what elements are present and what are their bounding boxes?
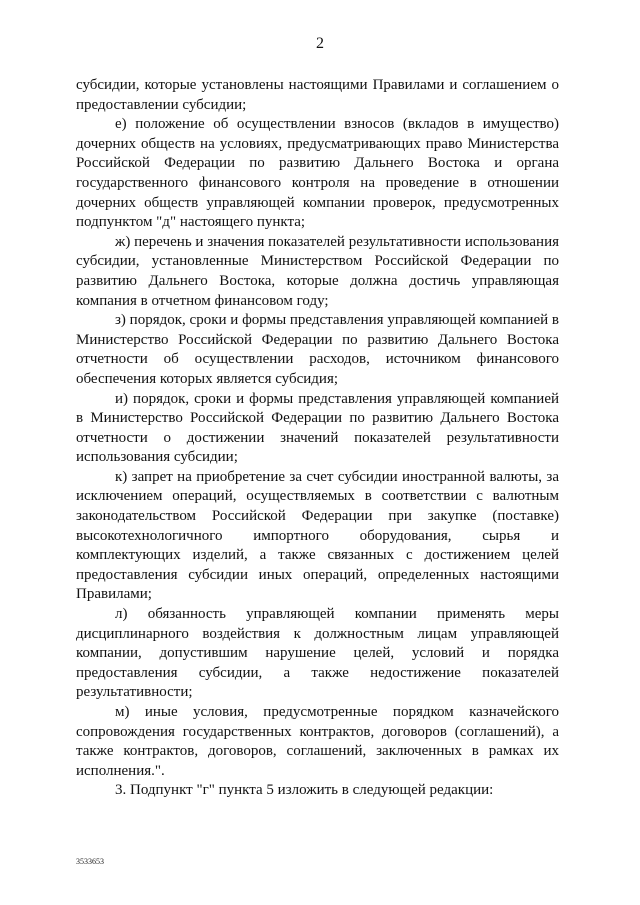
- paragraph-item-zh: ж) перечень и значения показателей результативности использования субсидии, установленные Министерством Российской Федерации по развитию Дальнего Востока, которые должна достичь управляющая компания в отчетном финансовом году;: [76, 233, 559, 309]
- page-number: 2: [316, 35, 324, 52]
- document-code: 3533653: [76, 857, 104, 866]
- paragraph-item-z: з) порядок, сроки и формы представления управляющей компанией в Министерство Российской Федерации по развитию Дальнего Востока отчетности об осуществлении расходов, источником финансового обеспечения которых является субсидия;: [76, 312, 559, 387]
- document-body: [76, 76, 559, 801]
- paragraph-item-i: и) порядок, сроки и формы представления управляющей компанией в Министерство Российской Федерации по развитию Дальнего Востока отчетности о достижении значений показателей результативности использования субсидии;: [76, 390, 559, 466]
- paragraph-item-k: к) запрет на приобретение за счет субсидии иностранной валюты, за исключением операций, осуществляемых в соответствии с валютным законодательством Российской Федерации при закупке (поставке) высокотехнологичного импортного оборудования, сырья и комплектующих изделий, а также связанных с достижением целей предоставления субсидии иных операций, определенных настоящими Правилами;: [76, 468, 559, 603]
- paragraph-item-m: м) иные условия, предусмотренные порядком казначейского сопровождения государственных контрактов, договоров (соглашений), а также контрактов, договоров, соглашений, заключенных в рамках их исполнения.".: [76, 704, 559, 779]
- paragraph-subsidy-agreement: субсидии, которые установлены настоящими Правилами и соглашением о предоставлении субсидии;: [76, 77, 559, 113]
- paragraph-item-e: е) положение об осуществлении взносов (вкладов в имущество) дочерних обществ на условиях, предусматривающих право Министерства Российской Федерации по развитию Дальнего Востока и органа государственного финансового контроля на проведение в отношении дочерних обществ управляющей компании проверок, предусмотренных подпунктом "д" настоящего пункта;: [76, 116, 559, 231]
- paragraph-item-l: л) обязанность управляющей компании применять меры дисциплинарного воздействия к должностным лицам управляющей компании, допустившим нарушение целей, условий и порядка предоставления субсидии, а также недостижение показателей результативности;: [76, 606, 559, 701]
- paragraph-point-3: 3. Подпункт "г" пункта 5 изложить в следующей редакции:: [115, 782, 494, 799]
